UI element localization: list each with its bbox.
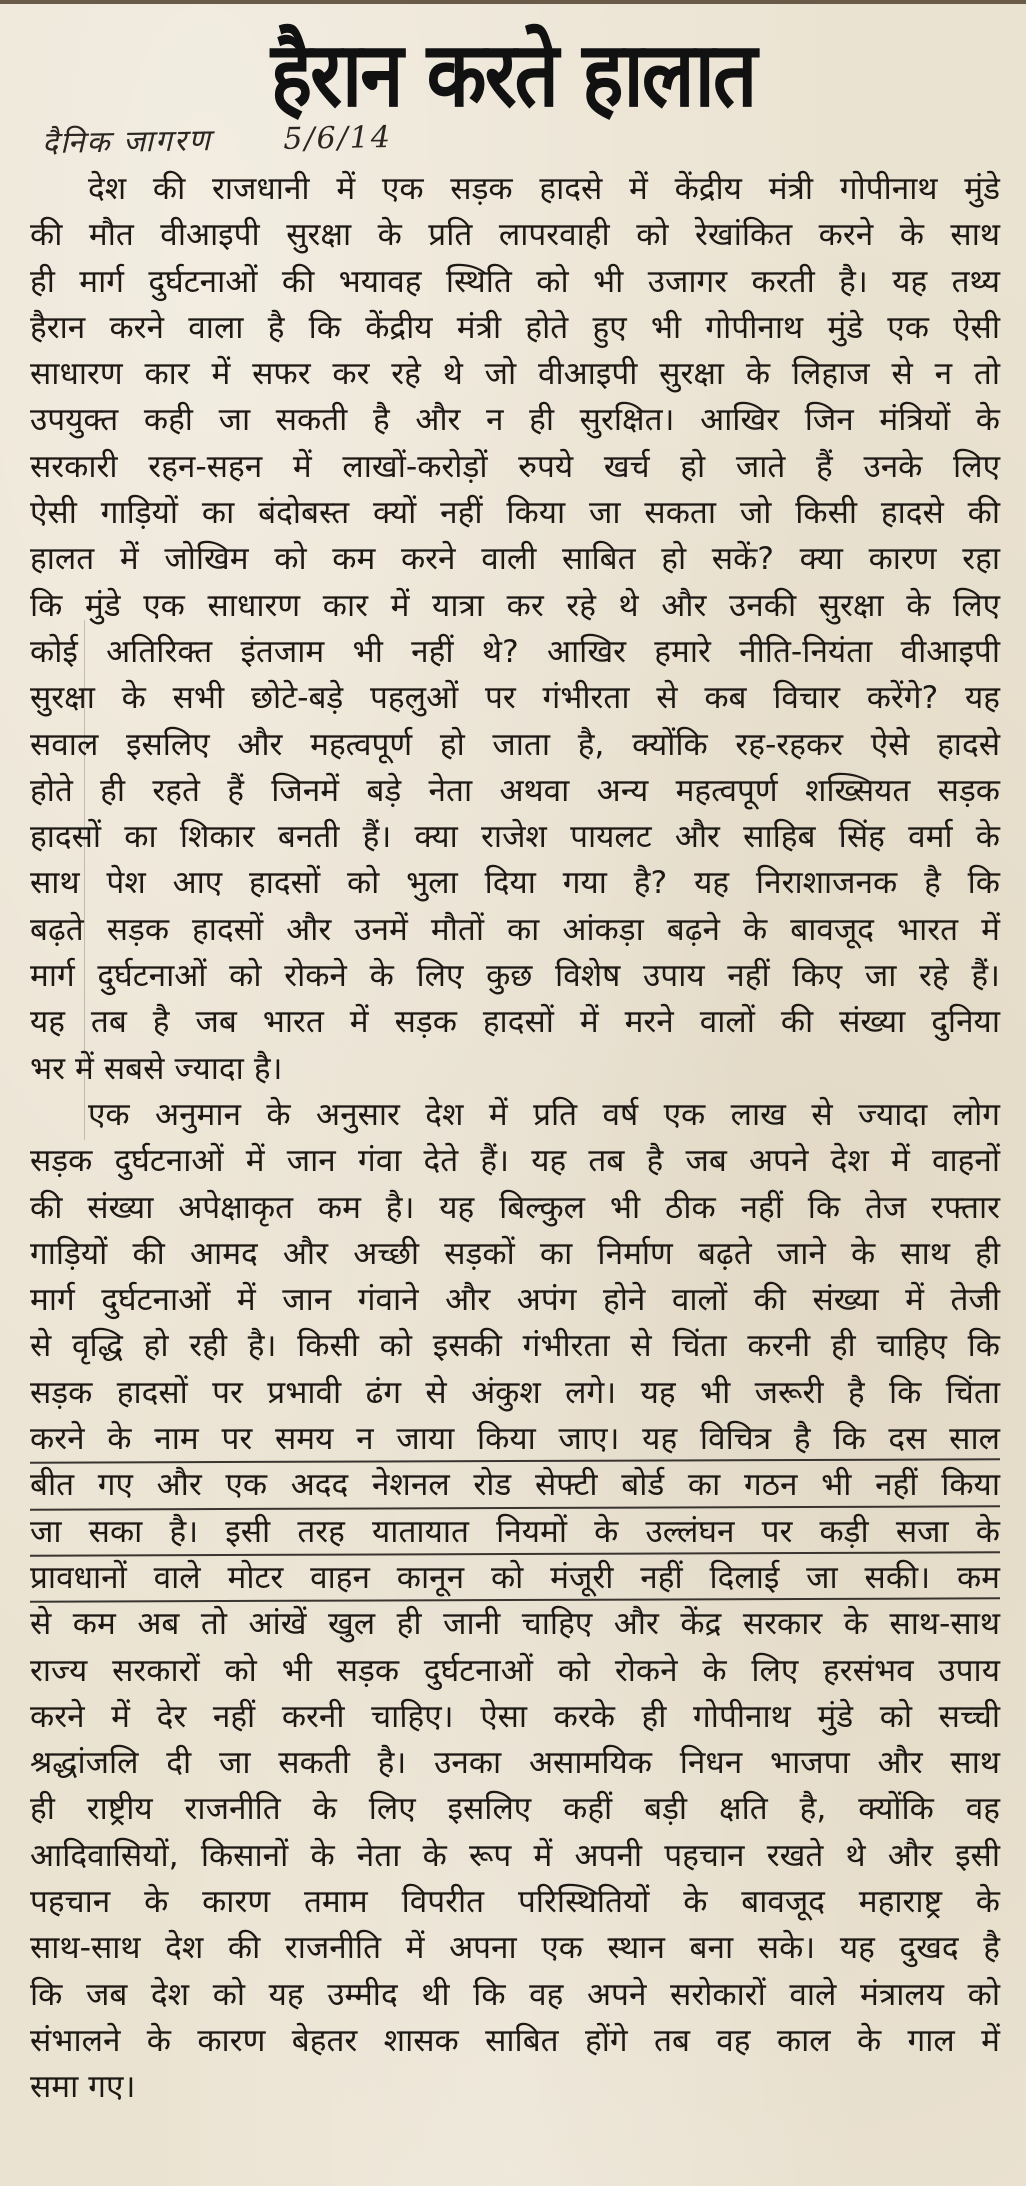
text-line: देश की राजधानी में एक सड़क हादसे में केंद्रीय मंत्री गोपीनाथ मुंडे bbox=[88, 171, 1000, 207]
handwritten-annotation bbox=[42, 115, 393, 162]
text-line: उपयुक्त कही जा सकती है और न ही सुरक्षित। आखिर जिन मंत्रियों के bbox=[30, 402, 1000, 439]
text-line: मार्ग दुर्घटनाओं को रोकने के लिए कुछ विशेष उपाय नहीं किए जा रहे हैं। bbox=[30, 958, 1000, 995]
text-line: यह तब है जब भारत में सड़क हादसों में मरने वालों की संख्या दुनिया bbox=[30, 1004, 1000, 1041]
text-line: साथ-साथ देश की राजनीति में अपना एक स्थान बना सके। यह दुखद है bbox=[30, 1930, 1000, 1967]
text-line: सवाल इसलिए और महत्वपूर्ण हो जाता है, क्योंकि रह-रहकर ऐसे हादसे bbox=[30, 726, 1000, 763]
text-line: समा गए। bbox=[30, 2069, 136, 2106]
text-line: साथ पेश आए हादसों को भुला दिया गया है? यह निराशाजनक है कि bbox=[30, 865, 1000, 902]
text-line: सरकारी रहन-सहन में लाखों-करोड़ों रुपये खर्च हो जाते हैं उनके लिए bbox=[30, 448, 1000, 485]
text-line: भर में सबसे ज्यादा है। bbox=[30, 1050, 283, 1087]
text-line: संभालने के कारण बेहतर शासक साबित होंगे तब वह काल के गाल में bbox=[30, 2022, 1000, 2059]
text-line: बढ़ते सड़क हादसों और उनमें मौतों का आंकड़ा बढ़ने के बावजूद भारत में bbox=[30, 911, 1000, 948]
text-line: सड़क दुर्घटनाओं में जान गंवा देते हैं। यह तब है जब अपने देश में वाहनों bbox=[30, 1143, 1000, 1180]
text-line: गाड़ियों की आमद और अच्छी सड़कों का निर्माण बढ़ते जाने के साथ ही bbox=[30, 1235, 1000, 1272]
text-line-underlined: जा सका है। इसी तरह यातायात नियमों के उल्लंघन पर कड़ी सजा के bbox=[30, 1509, 1000, 1555]
text-line: से वृद्धि हो रही है। किसी को इसकी गंभीरता से चिंता करनी ही चाहिए कि bbox=[30, 1328, 1000, 1365]
text-line: कि जब देश को यह उम्मीद थी कि वह अपने सरोकारों वाले मंत्रालय को bbox=[30, 1976, 1000, 2013]
text-line: राज्य सरकारों को भी सड़क दुर्घटनाओं को रोकने के लिए हरसंभव उपाय bbox=[30, 1652, 1000, 1689]
text-line: हादसों का शिकार बनती हैं। क्या राजेश पायलट और साहिब सिंह वर्मा के bbox=[30, 819, 1000, 856]
clipping-top-edge bbox=[0, 0, 1026, 4]
headline: हैरान करते हालात bbox=[270, 23, 756, 128]
text-line: सुरक्षा के सभी छोटे-बड़े पहलुओं पर गंभीरता से कब विचार करेंगे? यह bbox=[30, 680, 1000, 717]
text-line: करने में देर नहीं करनी चाहिए। ऐसा करके ही गोपीनाथ मुंडे को सच्ची bbox=[30, 1698, 1000, 1735]
text-line: हालत में जोखिम को कम करने वाली साबित हो सकें? क्या कारण रहा bbox=[30, 541, 1000, 578]
text-line-underlined: बीत गए और एक अदद नेशनल रोड सेफ्टी बोर्ड का गठन भी नहीं किया bbox=[30, 1462, 1000, 1508]
text-line: श्रद्धांजलि दी जा सकती है। उनका असामयिक निधन भाजपा और साथ bbox=[30, 1745, 1000, 1782]
paragraph-1 bbox=[30, 166, 1000, 1092]
text-line-underlined: करने के नाम पर समय न जाया किया जाए। यह विचित्र है कि दस साल bbox=[30, 1416, 1000, 1462]
text-line: सड़क हादसों पर प्रभावी ढंग से अंकुश लगे। यह भी जरूरी है कि चिंता bbox=[30, 1374, 1000, 1411]
text-line: से कम अब तो आंखें खुल ही जानी चाहिए और केंद्र सरकार के साथ-साथ bbox=[30, 1606, 1000, 1643]
text-line: की संख्या अपेक्षाकृत कम है। यह बिल्कुल भी ठीक नहीं कि तेज रफ्तार bbox=[30, 1189, 1000, 1226]
text-line: हैरान करने वाला है कि केंद्रीय मंत्री होते हुए भी गोपीनाथ मुंडे एक ऐसी bbox=[30, 309, 1000, 346]
text-line: साधारण कार में सफर कर रहे थे जो वीआइपी सुरक्षा के लिहाज से न तो bbox=[30, 356, 1000, 393]
text-line: होते ही रहते हैं जिनमें बड़े नेता अथवा अन्य महत्वपूर्ण शख्सियत सड़क bbox=[30, 772, 1000, 809]
text-line: ऐसी गाड़ियों का बंदोबस्त क्यों नहीं किया जा सकता जो किसी हादसे की bbox=[30, 495, 1000, 532]
text-line: ही मार्ग दुर्घटनाओं की भयावह स्थिति को भी उजागर करती है। यह तथ्य bbox=[30, 263, 1000, 300]
paragraph-2 bbox=[30, 1092, 1000, 2111]
text-line: मार्ग दुर्घटनाओं में जान गंवाने और अपंग होने वालों की संख्या में तेजी bbox=[30, 1282, 1000, 1319]
text-line: की मौत वीआइपी सुरक्षा के प्रति लापरवाही को रेखांकित करने के साथ bbox=[30, 217, 1000, 254]
text-line-underlined: प्रावधानों वाले मोटर वाहन कानून को मंजूरी नहीं दिलाई जा सकी। कम bbox=[30, 1555, 1000, 1601]
text-line: आदिवासियों, किसानों के नेता के रूप में अपनी पहचान रखते थे और इसी bbox=[30, 1837, 1000, 1874]
clipping-date: 5/6/14 bbox=[283, 119, 393, 157]
text-line: पहचान के कारण तमाम विपरीत परिस्थितियों के बावजूद महाराष्ट्र के bbox=[30, 1883, 1000, 1920]
text-line: एक अनुमान के अनुसार देश में प्रति वर्ष एक लाख से ज्यादा लोग bbox=[88, 1096, 1000, 1133]
text-line: कि मुंडे एक साधारण कार में यात्रा कर रहे थे और उनकी सुरक्षा के लिए bbox=[30, 587, 1000, 624]
article-body bbox=[30, 166, 1000, 2110]
text-line: ही राष्ट्रीय राजनीति के लिए इसलिए कहीं बड़ी क्षति है, क्योंकि वह bbox=[30, 1791, 1000, 1828]
text-line: कोई अतिरिक्त इंतजाम भी नहीं थे? आखिर हमारे नीति-नियंता वीआइपी bbox=[30, 633, 1000, 670]
newspaper-name: दैनिक जागरण bbox=[41, 123, 213, 162]
